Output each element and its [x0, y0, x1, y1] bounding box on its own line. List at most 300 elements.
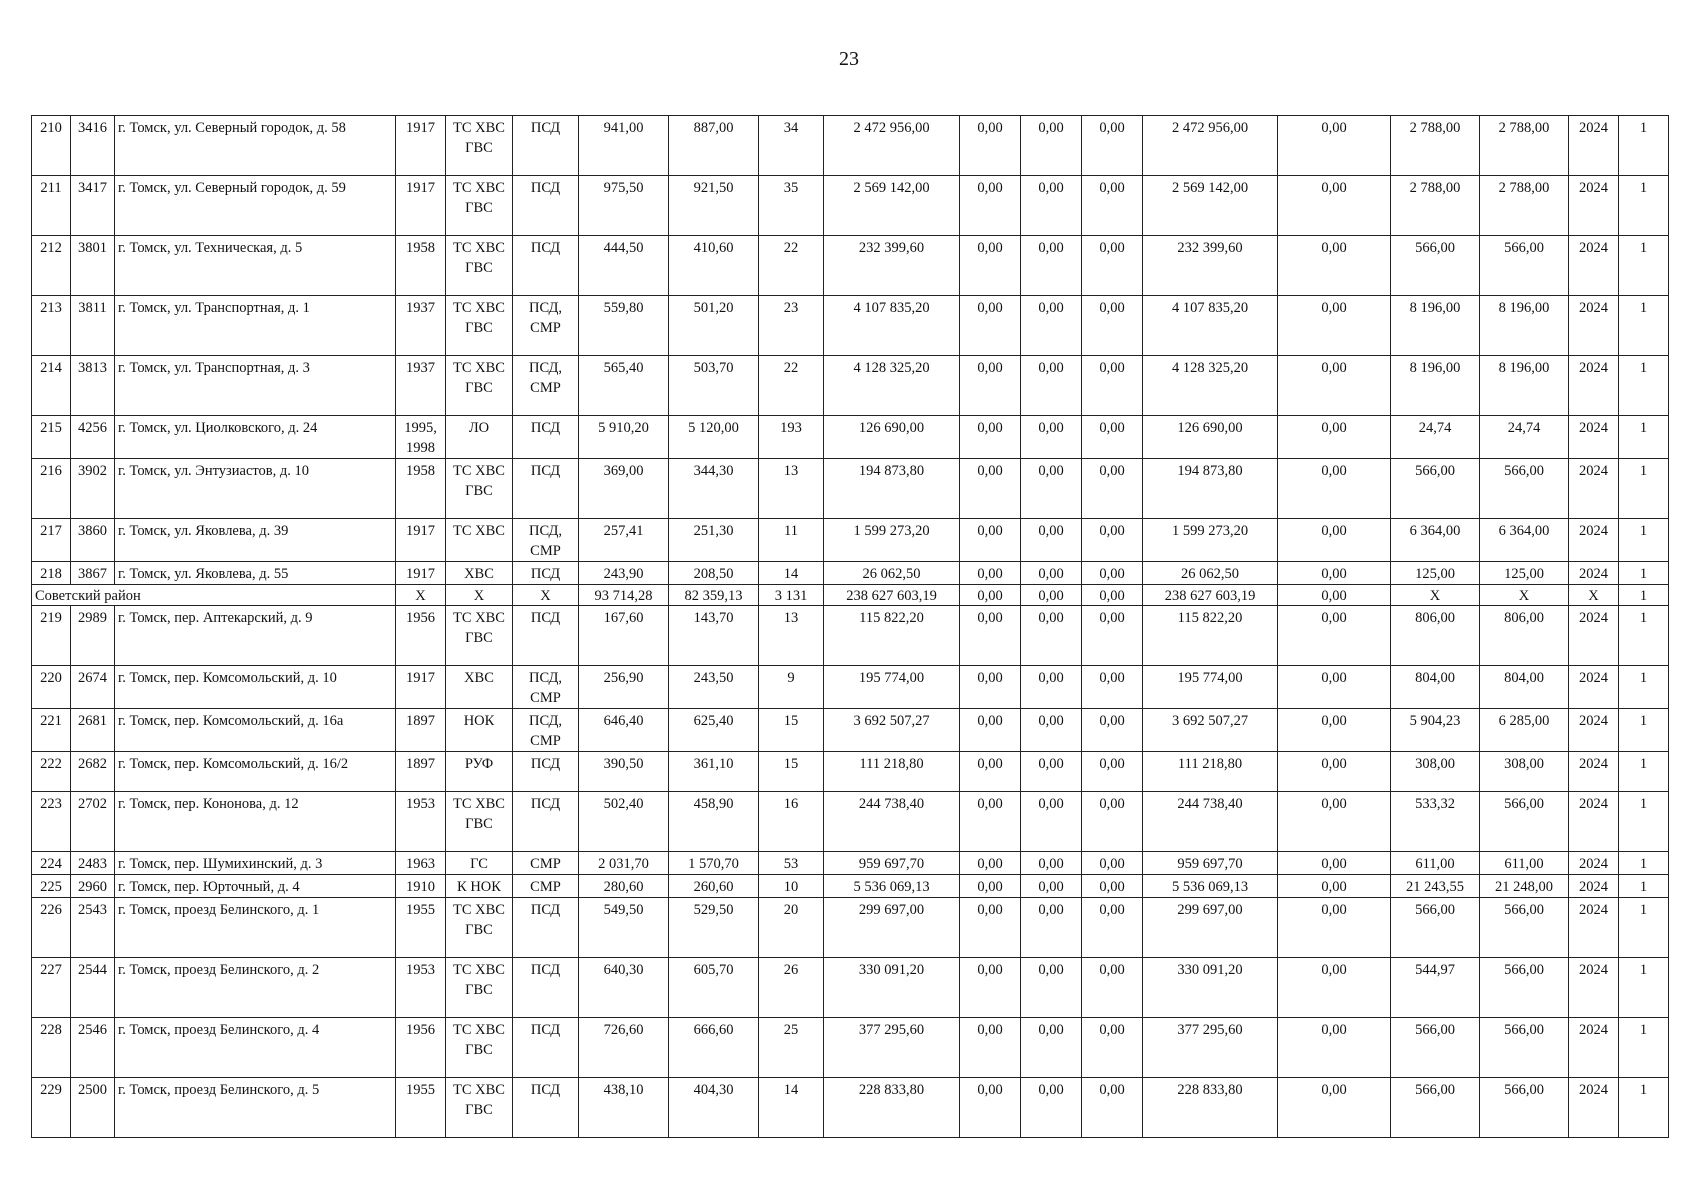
build-year: 1958 [396, 459, 446, 519]
residents: 35 [759, 176, 824, 236]
residents: 11 [759, 519, 824, 562]
build-year: 1955 [396, 1078, 446, 1138]
total-area: 369,00 [579, 459, 669, 519]
total-cost: 377 295,60 [824, 1018, 960, 1078]
cost-fund: 0,00 [960, 709, 1021, 752]
cost-other: 0,00 [1278, 585, 1391, 606]
address: г. Томск, ул. Северный городок, д. 58 [115, 116, 396, 176]
building-id: 2544 [71, 958, 115, 1018]
residents: 193 [759, 416, 824, 459]
systems: ЛО [446, 416, 513, 459]
residential-area: 666,60 [669, 1018, 759, 1078]
total-cost: 3 692 507,27 [824, 709, 960, 752]
cost-region: 0,00 [1021, 356, 1082, 416]
cost-other: 0,00 [1278, 356, 1391, 416]
cost-municipal: 0,00 [1082, 519, 1143, 562]
address: г. Томск, проезд Белинского, д. 2 [115, 958, 396, 1018]
work-type: ПСД [513, 176, 579, 236]
cost-fund: 0,00 [960, 519, 1021, 562]
work-type: Х [513, 585, 579, 606]
completion-year: 2024 [1569, 958, 1619, 1018]
cost-fund: 0,00 [960, 416, 1021, 459]
method: 1 [1619, 852, 1669, 875]
method: 1 [1619, 519, 1669, 562]
method: 1 [1619, 1078, 1669, 1138]
cost-municipal: 0,00 [1082, 898, 1143, 958]
cost-region: 0,00 [1021, 709, 1082, 752]
systems: ТС ХВС ГВС [446, 1018, 513, 1078]
unit-cost-limit: 6 364,00 [1480, 519, 1569, 562]
systems: Х [446, 585, 513, 606]
unit-cost: 566,00 [1391, 898, 1480, 958]
building-id: 2682 [71, 752, 115, 792]
cost-other: 0,00 [1278, 116, 1391, 176]
residents: 26 [759, 958, 824, 1018]
method: 1 [1619, 459, 1669, 519]
method: 1 [1619, 1018, 1669, 1078]
residents: 22 [759, 236, 824, 296]
repair-schedule-table [31, 115, 1669, 1138]
cost-municipal: 0,00 [1082, 459, 1143, 519]
build-year: 1953 [396, 792, 446, 852]
cost-municipal: 0,00 [1082, 958, 1143, 1018]
cost-owners: 3 692 507,27 [1143, 709, 1278, 752]
residential-area: 251,30 [669, 519, 759, 562]
residential-area: 887,00 [669, 116, 759, 176]
unit-cost: 8 196,00 [1391, 296, 1480, 356]
work-type: ПСД [513, 792, 579, 852]
cost-fund: 0,00 [960, 875, 1021, 898]
cost-fund: 0,00 [960, 792, 1021, 852]
unit-cost: 308,00 [1391, 752, 1480, 792]
building-id: 2674 [71, 666, 115, 709]
unit-cost-limit: 566,00 [1480, 958, 1569, 1018]
work-type: ПСД [513, 958, 579, 1018]
cost-region: 0,00 [1021, 1078, 1082, 1138]
unit-cost-limit: 566,00 [1480, 1018, 1569, 1078]
building-id: 3416 [71, 116, 115, 176]
completion-year: 2024 [1569, 752, 1619, 792]
unit-cost-limit: 8 196,00 [1480, 296, 1569, 356]
cost-region: 0,00 [1021, 236, 1082, 296]
total-area: 640,30 [579, 958, 669, 1018]
address: г. Томск, пер. Комсомольский, д. 10 [115, 666, 396, 709]
completion-year: 2024 [1569, 1078, 1619, 1138]
cost-region: 0,00 [1021, 606, 1082, 666]
cost-owners: 244 738,40 [1143, 792, 1278, 852]
residents: 14 [759, 562, 824, 585]
total-area: 502,40 [579, 792, 669, 852]
total-cost: 194 873,80 [824, 459, 960, 519]
residential-area: 260,60 [669, 875, 759, 898]
systems: ТС ХВС ГВС [446, 116, 513, 176]
completion-year: 2024 [1569, 606, 1619, 666]
residents: 13 [759, 606, 824, 666]
row-number: 227 [32, 958, 71, 1018]
cost-fund: 0,00 [960, 356, 1021, 416]
work-type: ПСД [513, 459, 579, 519]
cost-municipal: 0,00 [1082, 562, 1143, 585]
cost-municipal: 0,00 [1082, 236, 1143, 296]
cost-region: 0,00 [1021, 459, 1082, 519]
row-number: 224 [32, 852, 71, 875]
residential-area: 1 570,70 [669, 852, 759, 875]
total-area: 726,60 [579, 1018, 669, 1078]
build-year: 1910 [396, 875, 446, 898]
cost-fund: 0,00 [960, 116, 1021, 176]
row-number: 229 [32, 1078, 71, 1138]
residents: 25 [759, 1018, 824, 1078]
unit-cost-limit: 566,00 [1480, 898, 1569, 958]
residential-area: 82 359,13 [669, 585, 759, 606]
work-type: ПСД [513, 1078, 579, 1138]
total-area: 390,50 [579, 752, 669, 792]
row-number: 228 [32, 1018, 71, 1078]
unit-cost-limit: 566,00 [1480, 236, 1569, 296]
table-row [32, 519, 1669, 562]
total-area: 5 910,20 [579, 416, 669, 459]
unit-cost-limit: 566,00 [1480, 792, 1569, 852]
address: г. Томск, ул. Яковлева, д. 55 [115, 562, 396, 585]
total-cost: 126 690,00 [824, 416, 960, 459]
address: г. Томск, ул. Энтузиастов, д. 10 [115, 459, 396, 519]
work-type: ПСД [513, 236, 579, 296]
build-year: 1956 [396, 1018, 446, 1078]
cost-region: 0,00 [1021, 752, 1082, 792]
cost-municipal: 0,00 [1082, 176, 1143, 236]
total-cost: 4 107 835,20 [824, 296, 960, 356]
residential-area: 458,90 [669, 792, 759, 852]
systems: ГС [446, 852, 513, 875]
work-type: ПСД [513, 116, 579, 176]
systems: ТС ХВС [446, 519, 513, 562]
district-total-row [32, 585, 1669, 606]
table-row [32, 606, 1669, 666]
residential-area: 529,50 [669, 898, 759, 958]
cost-owners: 959 697,70 [1143, 852, 1278, 875]
systems: К НОК [446, 875, 513, 898]
method: 1 [1619, 416, 1669, 459]
systems: ТС ХВС ГВС [446, 296, 513, 356]
cost-region: 0,00 [1021, 666, 1082, 709]
unit-cost-limit: 611,00 [1480, 852, 1569, 875]
systems: ТС ХВС ГВС [446, 958, 513, 1018]
cost-other: 0,00 [1278, 562, 1391, 585]
building-id: 3813 [71, 356, 115, 416]
unit-cost: 5 904,23 [1391, 709, 1480, 752]
cost-other: 0,00 [1278, 236, 1391, 296]
cost-municipal: 0,00 [1082, 875, 1143, 898]
unit-cost-limit: 21 248,00 [1480, 875, 1569, 898]
building-id: 3867 [71, 562, 115, 585]
build-year: 1958 [396, 236, 446, 296]
cost-municipal: 0,00 [1082, 709, 1143, 752]
residents: 13 [759, 459, 824, 519]
residential-area: 625,40 [669, 709, 759, 752]
unit-cost: 21 243,55 [1391, 875, 1480, 898]
build-year: 1955 [396, 898, 446, 958]
residential-area: 344,30 [669, 459, 759, 519]
completion-year: 2024 [1569, 116, 1619, 176]
cost-owners: 232 399,60 [1143, 236, 1278, 296]
completion-year: 2024 [1569, 356, 1619, 416]
cost-owners: 377 295,60 [1143, 1018, 1278, 1078]
cost-other: 0,00 [1278, 898, 1391, 958]
residents: 20 [759, 898, 824, 958]
table-row [32, 356, 1669, 416]
method: 1 [1619, 752, 1669, 792]
completion-year: 2024 [1569, 666, 1619, 709]
cost-municipal: 0,00 [1082, 752, 1143, 792]
cost-fund: 0,00 [960, 176, 1021, 236]
cost-region: 0,00 [1021, 852, 1082, 875]
systems: НОК [446, 709, 513, 752]
unit-cost-limit: 24,74 [1480, 416, 1569, 459]
unit-cost: 544,97 [1391, 958, 1480, 1018]
total-area: 975,50 [579, 176, 669, 236]
row-number: 212 [32, 236, 71, 296]
table-row [32, 562, 1669, 585]
unit-cost: 806,00 [1391, 606, 1480, 666]
work-type: ПСД, СМР [513, 519, 579, 562]
total-area: 93 714,28 [579, 585, 669, 606]
building-id: 3811 [71, 296, 115, 356]
completion-year: 2024 [1569, 852, 1619, 875]
building-id: 2543 [71, 898, 115, 958]
building-id: 3902 [71, 459, 115, 519]
build-year: 1953 [396, 958, 446, 1018]
address: г. Томск, ул. Циолковского, д. 24 [115, 416, 396, 459]
unit-cost: 804,00 [1391, 666, 1480, 709]
total-area: 444,50 [579, 236, 669, 296]
total-area: 167,60 [579, 606, 669, 666]
method: 1 [1619, 606, 1669, 666]
build-year: 1917 [396, 562, 446, 585]
table-row [32, 296, 1669, 356]
completion-year: 2024 [1569, 296, 1619, 356]
cost-region: 0,00 [1021, 585, 1082, 606]
address: г. Томск, пер. Комсомольский, д. 16а [115, 709, 396, 752]
unit-cost: 611,00 [1391, 852, 1480, 875]
cost-region: 0,00 [1021, 1018, 1082, 1078]
residents: 15 [759, 752, 824, 792]
table-row [32, 459, 1669, 519]
unit-cost: 533,32 [1391, 792, 1480, 852]
total-cost: 1 599 273,20 [824, 519, 960, 562]
residential-area: 5 120,00 [669, 416, 759, 459]
residents: 23 [759, 296, 824, 356]
table-row [32, 852, 1669, 875]
total-cost: 959 697,70 [824, 852, 960, 875]
row-number: 223 [32, 792, 71, 852]
systems: ТС ХВС ГВС [446, 792, 513, 852]
cost-fund: 0,00 [960, 585, 1021, 606]
completion-year: 2024 [1569, 898, 1619, 958]
total-cost: 330 091,20 [824, 958, 960, 1018]
table-row [32, 666, 1669, 709]
work-type: ПСД [513, 752, 579, 792]
method: 1 [1619, 666, 1669, 709]
cost-fund: 0,00 [960, 606, 1021, 666]
build-year: 1963 [396, 852, 446, 875]
build-year: 1956 [396, 606, 446, 666]
building-id: 2500 [71, 1078, 115, 1138]
residential-area: 243,50 [669, 666, 759, 709]
systems: ТС ХВС ГВС [446, 356, 513, 416]
table-row [32, 709, 1669, 752]
row-number: 219 [32, 606, 71, 666]
completion-year: 2024 [1569, 1018, 1619, 1078]
cost-region: 0,00 [1021, 116, 1082, 176]
systems: ХВС [446, 562, 513, 585]
total-area: 257,41 [579, 519, 669, 562]
unit-cost: 8 196,00 [1391, 356, 1480, 416]
address: г. Томск, проезд Белинского, д. 4 [115, 1018, 396, 1078]
completion-year: 2024 [1569, 176, 1619, 236]
building-id: 4256 [71, 416, 115, 459]
total-cost: 228 833,80 [824, 1078, 960, 1138]
work-type: ПСД [513, 416, 579, 459]
residential-area: 208,50 [669, 562, 759, 585]
cost-other: 0,00 [1278, 852, 1391, 875]
cost-other: 0,00 [1278, 752, 1391, 792]
cost-owners: 2 569 142,00 [1143, 176, 1278, 236]
residents: 53 [759, 852, 824, 875]
build-year: 1917 [396, 116, 446, 176]
residential-area: 410,60 [669, 236, 759, 296]
row-number: 220 [32, 666, 71, 709]
work-type: ПСД [513, 898, 579, 958]
work-type: ПСД, СМР [513, 709, 579, 752]
cost-fund: 0,00 [960, 752, 1021, 792]
systems: ТС ХВС ГВС [446, 898, 513, 958]
cost-fund: 0,00 [960, 296, 1021, 356]
method: 1 [1619, 236, 1669, 296]
residents: 10 [759, 875, 824, 898]
total-cost: 2 472 956,00 [824, 116, 960, 176]
table-row [32, 176, 1669, 236]
completion-year: 2024 [1569, 562, 1619, 585]
residential-area: 404,30 [669, 1078, 759, 1138]
cost-other: 0,00 [1278, 519, 1391, 562]
row-number: 211 [32, 176, 71, 236]
cost-other: 0,00 [1278, 709, 1391, 752]
total-cost: 195 774,00 [824, 666, 960, 709]
residential-area: 921,50 [669, 176, 759, 236]
method: 1 [1619, 176, 1669, 236]
cost-region: 0,00 [1021, 296, 1082, 356]
unit-cost: 566,00 [1391, 1018, 1480, 1078]
row-number: 225 [32, 875, 71, 898]
cost-owners: 1 599 273,20 [1143, 519, 1278, 562]
work-type: ПСД [513, 606, 579, 666]
cost-region: 0,00 [1021, 176, 1082, 236]
address: г. Томск, пер. Юрточный, д. 4 [115, 875, 396, 898]
cost-owners: 5 536 069,13 [1143, 875, 1278, 898]
cost-other: 0,00 [1278, 1078, 1391, 1138]
total-cost: 232 399,60 [824, 236, 960, 296]
row-number: 214 [32, 356, 71, 416]
method: 1 [1619, 356, 1669, 416]
cost-fund: 0,00 [960, 1078, 1021, 1138]
build-year: 1917 [396, 666, 446, 709]
table-body [32, 116, 1669, 1138]
cost-fund: 0,00 [960, 898, 1021, 958]
cost-municipal: 0,00 [1082, 116, 1143, 176]
row-number: 218 [32, 562, 71, 585]
building-id: 3860 [71, 519, 115, 562]
cost-region: 0,00 [1021, 875, 1082, 898]
total-area: 438,10 [579, 1078, 669, 1138]
residents: 22 [759, 356, 824, 416]
work-type: ПСД, СМР [513, 356, 579, 416]
cost-fund: 0,00 [960, 236, 1021, 296]
cost-municipal: 0,00 [1082, 1018, 1143, 1078]
completion-year: 2024 [1569, 459, 1619, 519]
total-area: 2 031,70 [579, 852, 669, 875]
cost-owners: 330 091,20 [1143, 958, 1278, 1018]
unit-cost: 566,00 [1391, 459, 1480, 519]
unit-cost-limit: 2 788,00 [1480, 176, 1569, 236]
building-id: 3801 [71, 236, 115, 296]
total-area: 559,80 [579, 296, 669, 356]
address: г. Томск, ул. Яковлева, д. 39 [115, 519, 396, 562]
cost-fund: 0,00 [960, 459, 1021, 519]
work-type: ПСД [513, 562, 579, 585]
systems: ТС ХВС ГВС [446, 236, 513, 296]
work-type: СМР [513, 852, 579, 875]
unit-cost: 24,74 [1391, 416, 1480, 459]
table-row [32, 898, 1669, 958]
residential-area: 501,20 [669, 296, 759, 356]
building-id: 2989 [71, 606, 115, 666]
address: г. Томск, ул. Техническая, д. 5 [115, 236, 396, 296]
cost-other: 0,00 [1278, 875, 1391, 898]
address: г. Томск, пер. Комсомольский, д. 16/2 [115, 752, 396, 792]
cost-region: 0,00 [1021, 958, 1082, 1018]
cost-owners: 4 107 835,20 [1143, 296, 1278, 356]
work-type: СМР [513, 875, 579, 898]
total-cost: 299 697,00 [824, 898, 960, 958]
unit-cost: 125,00 [1391, 562, 1480, 585]
method: 1 [1619, 709, 1669, 752]
residential-area: 503,70 [669, 356, 759, 416]
building-id: 3417 [71, 176, 115, 236]
cost-fund: 0,00 [960, 1018, 1021, 1078]
unit-cost-limit: 8 196,00 [1480, 356, 1569, 416]
method: 1 [1619, 792, 1669, 852]
completion-year: 2024 [1569, 875, 1619, 898]
unit-cost-limit: 125,00 [1480, 562, 1569, 585]
cost-owners: 126 690,00 [1143, 416, 1278, 459]
systems: ТС ХВС ГВС [446, 459, 513, 519]
row-number: 226 [32, 898, 71, 958]
row-number: 215 [32, 416, 71, 459]
cost-other: 0,00 [1278, 606, 1391, 666]
residential-area: 361,10 [669, 752, 759, 792]
cost-owners: 228 833,80 [1143, 1078, 1278, 1138]
method: 1 [1619, 585, 1669, 606]
total-area: 280,60 [579, 875, 669, 898]
row-number: 221 [32, 709, 71, 752]
completion-year: 2024 [1569, 236, 1619, 296]
residents: 9 [759, 666, 824, 709]
table-row [32, 416, 1669, 459]
cost-region: 0,00 [1021, 519, 1082, 562]
total-cost: 111 218,80 [824, 752, 960, 792]
completion-year: 2024 [1569, 416, 1619, 459]
row-number: 222 [32, 752, 71, 792]
